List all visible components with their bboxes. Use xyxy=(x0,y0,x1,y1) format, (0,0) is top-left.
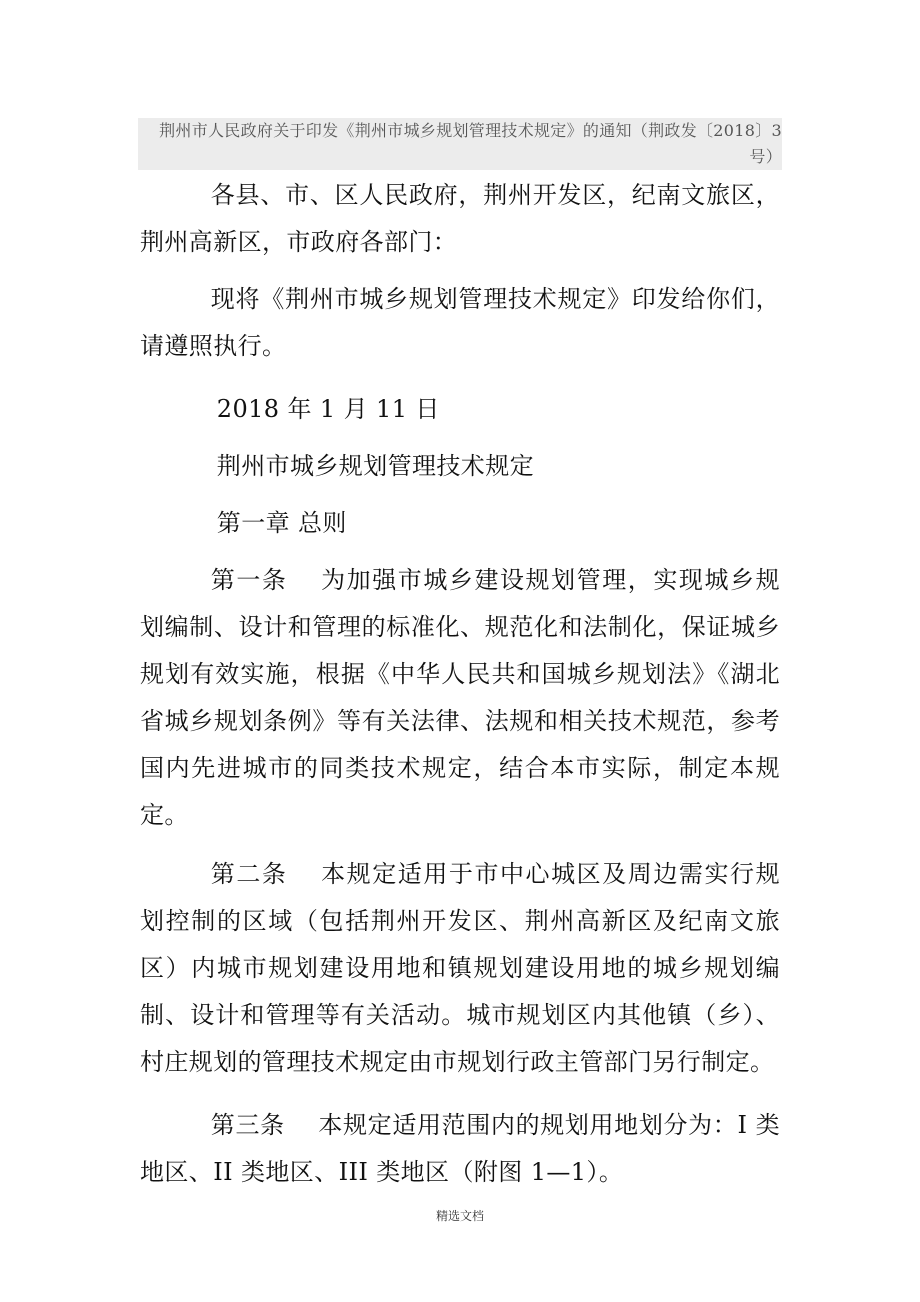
page-footer: 精选文档 xyxy=(435,1209,484,1223)
document-title: 荆州市人民政府关于印发《荆州市城乡规划管理技术规定》的通知（荆政发〔2018〕3号） xyxy=(138,118,782,170)
article-3-text: 本规定适用范围内的规划用地划分为：I 类地区、II 类地区、III 类地区（附图 1—1）。 xyxy=(140,1111,781,1186)
article-2-text: 本规定适用于市中心城区及周边需实行规划控制的区域（包括荆州开发区、荆州高新区及纪南文旅区）内城市规划建设用地和镇规划建设用地的城乡规划编制、设计和管理等有关活动。城市规划区内其他镇（乡）、村庄规划的管理技术规定由市规划行政主管部门另行制定。 xyxy=(140,860,780,1076)
article-3 xyxy=(140,1102,780,1196)
address-line: 各县、市、区人民政府，荆州开发区，纪南文旅区，荆州高新区，市政府各部门： xyxy=(140,181,780,256)
article-2 xyxy=(140,851,780,1086)
issue-date: 2018 年 1 月 11 日 xyxy=(216,395,440,423)
article-1-text: 为加强市城乡建设规划管理，实现城乡规划编制、设计和管理的标准化、规范化和法制化，保证城乡规划有效实施，根据《中华人民共和国城乡规划法》《湖北省城乡规划条例》等有关法律、法规和相关技术规范，参考国内先进城市的同类技术规定，结合本市实际，制定本规定。 xyxy=(140,566,780,829)
regulation-title: 荆州市城乡规划管理技术规定 xyxy=(216,452,534,480)
notice-paragraph: 现将《荆州市城乡规划管理技术规定》印发给你们，请遵照执行。 xyxy=(140,285,780,360)
chapter-title: 第一章 总则 xyxy=(216,509,347,537)
article-2-label: 第二条 xyxy=(210,860,288,888)
document-body xyxy=(140,172,780,1196)
article-1-label: 第一条 xyxy=(210,566,288,594)
article-1 xyxy=(140,557,780,839)
article-3-label: 第三条 xyxy=(210,1111,285,1139)
